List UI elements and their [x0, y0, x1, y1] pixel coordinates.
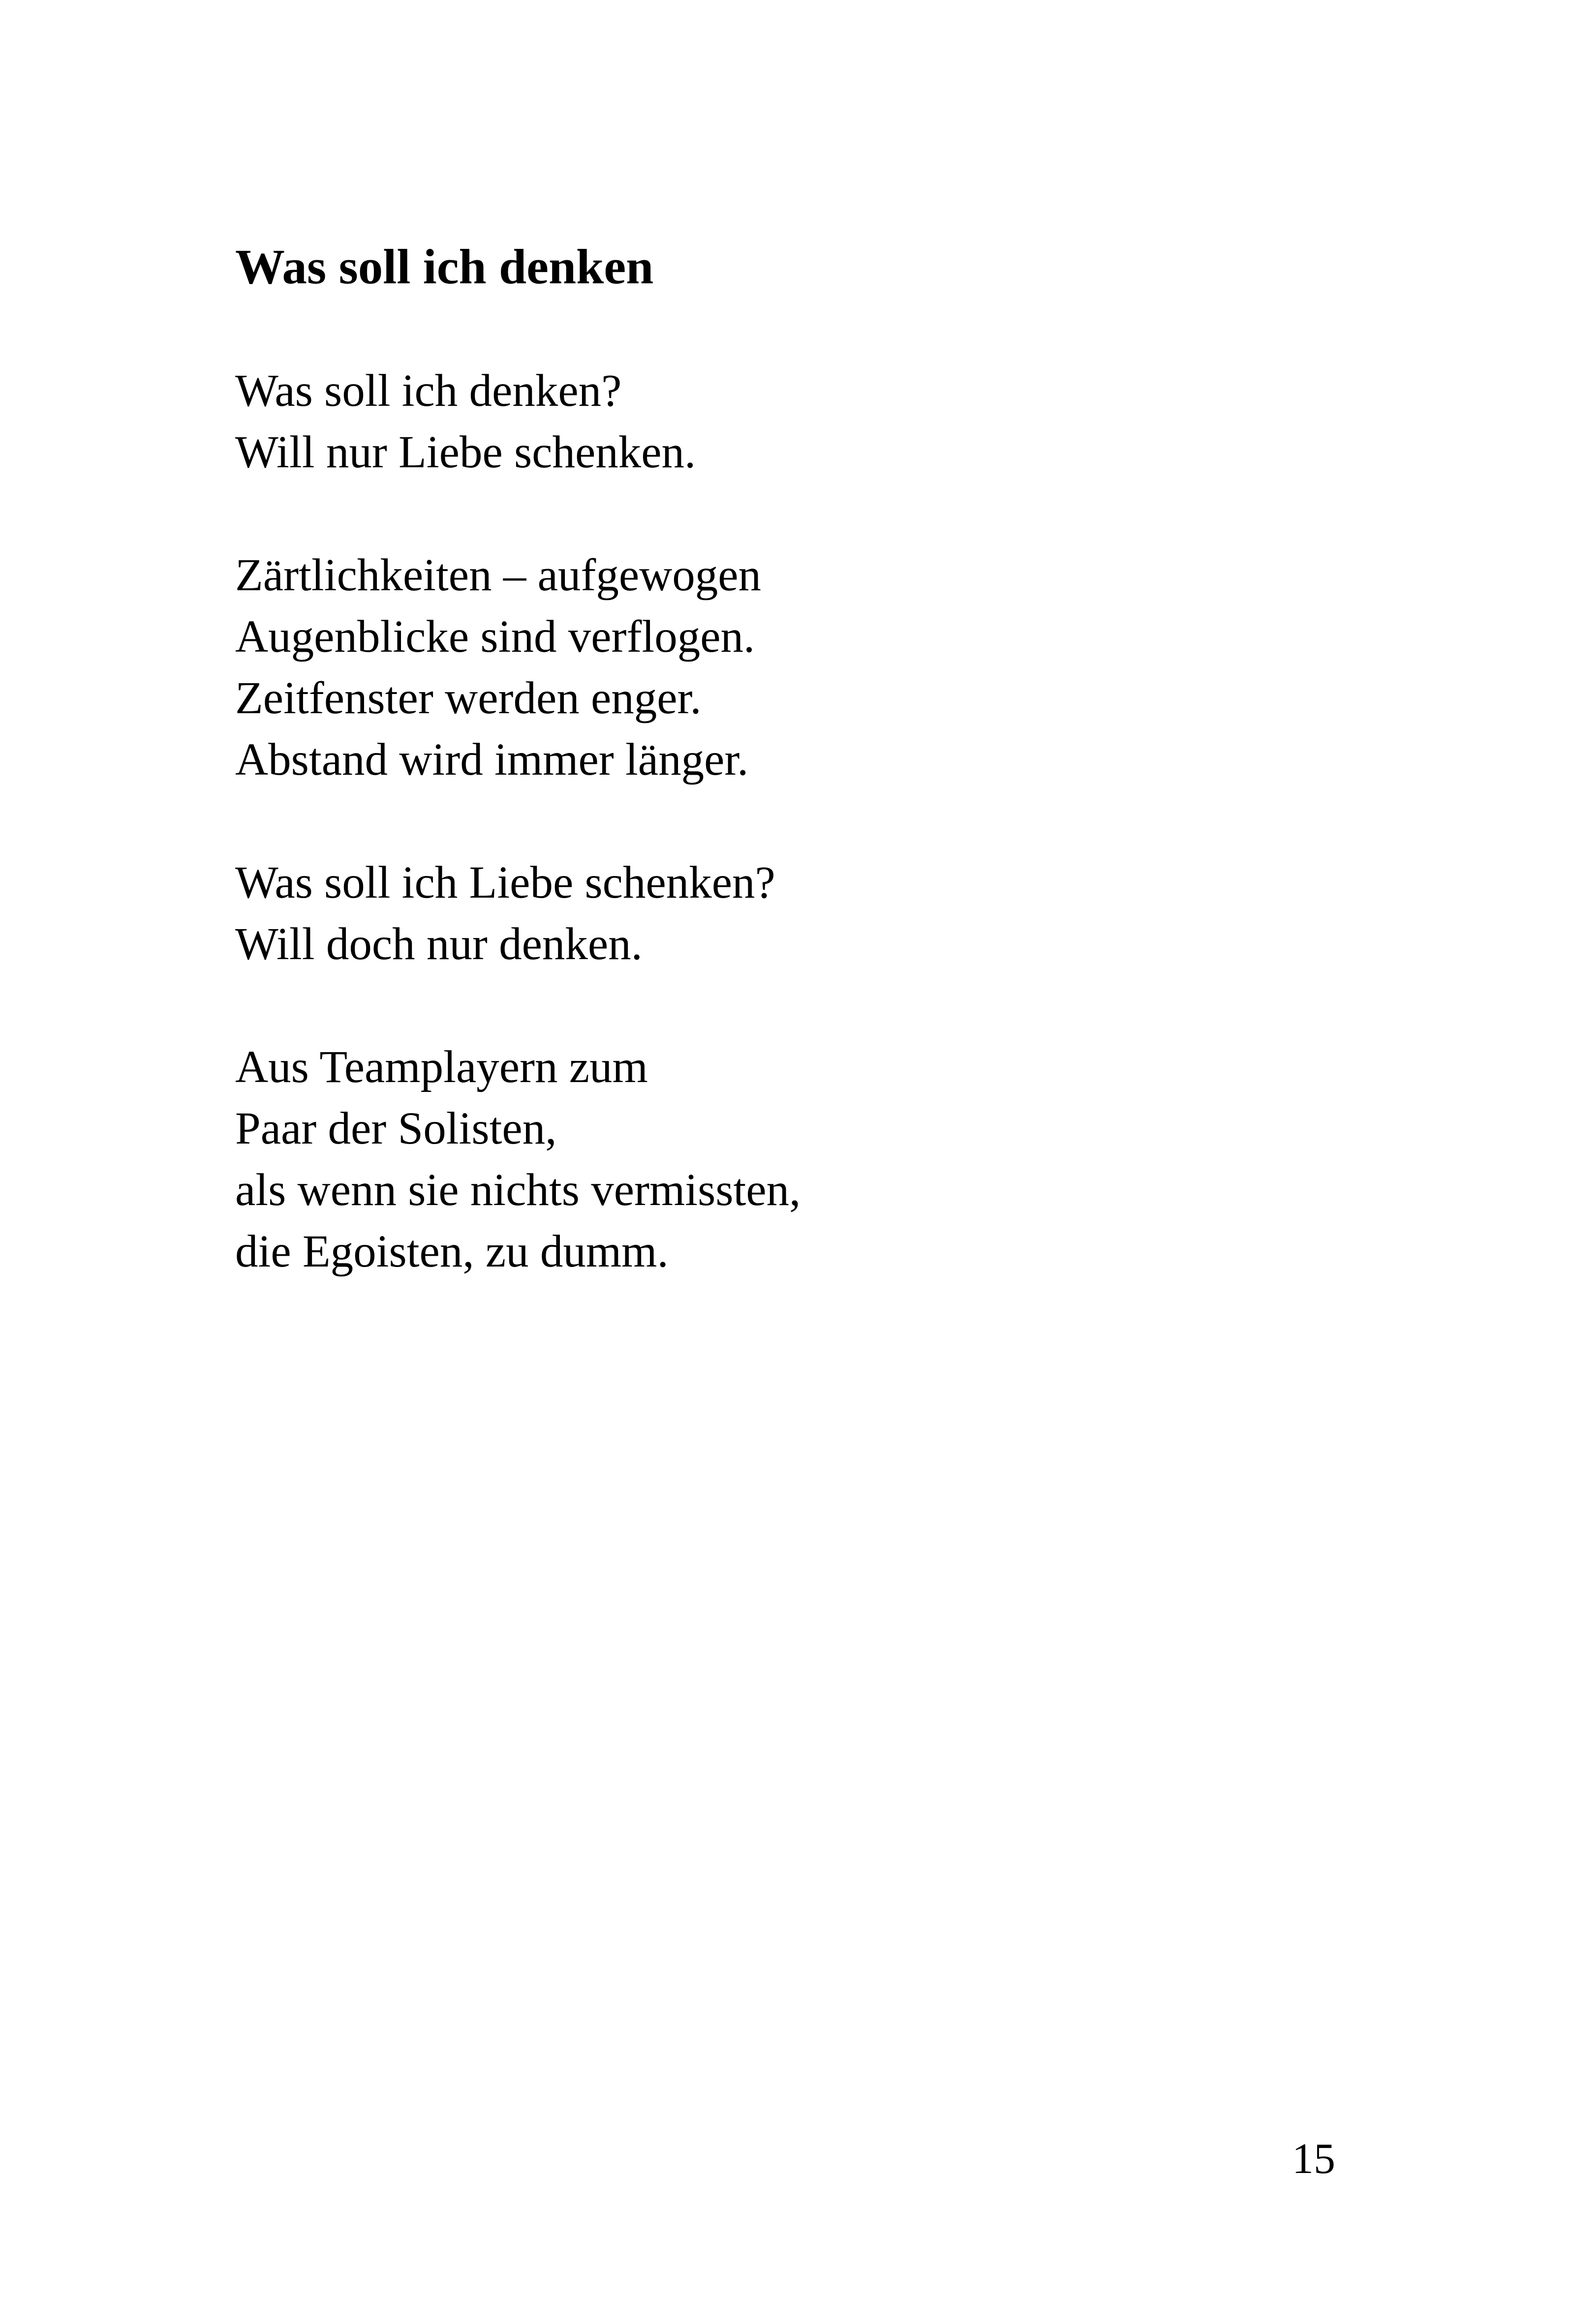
stanza-3	[235, 852, 1367, 975]
verse-line: Aus Teamplayern zum	[235, 1042, 648, 1092]
poem	[235, 237, 1367, 1282]
stanza-1	[235, 360, 1367, 483]
verse-line: Zeitfenster werden enger.	[235, 673, 702, 724]
verse-line: Will doch nur denken.	[235, 919, 643, 969]
verse-line: die Egoisten, zu dumm.	[235, 1226, 669, 1277]
verse-line: Zärtlichkeiten – aufgewogen	[235, 550, 762, 601]
verse-line: Paar der Solisten,	[235, 1103, 557, 1154]
verse-line: Augenblicke sind verflogen.	[235, 611, 755, 662]
verse-line: Abstand wird immer länger.	[235, 734, 749, 785]
verse-line: Will nur Liebe schenken.	[235, 427, 696, 478]
stanza-2	[235, 544, 1367, 790]
stanza-4	[235, 1036, 1367, 1282]
page-number: 15	[1292, 2135, 1335, 2183]
verse-line: als wenn sie nichts vermissten,	[235, 1165, 801, 1215]
verse-line: Was soll ich Liebe schenken?	[235, 857, 775, 908]
poem-title: Was soll ich denken	[235, 239, 654, 294]
verse-line: Was soll ich denken?	[235, 365, 622, 416]
